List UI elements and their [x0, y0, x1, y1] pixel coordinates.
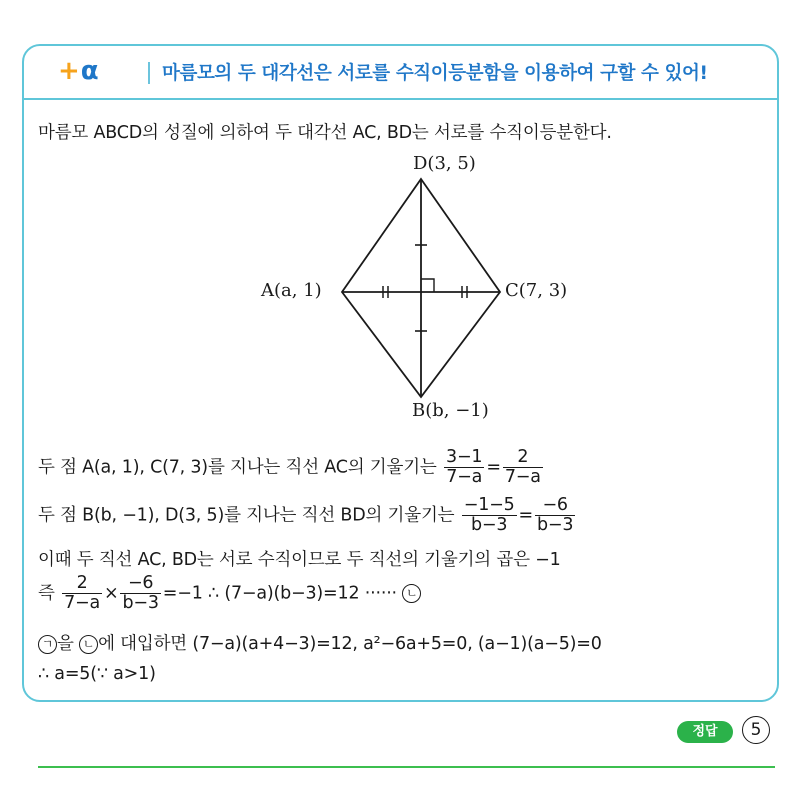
- plus-icon: +: [58, 56, 80, 86]
- substitution-line: ㄱ 을 ㄴ 에 대입하면 (7−a)(a+4−3)=12, a²−6a+5=0, (a−1)(a−5)=0: [38, 630, 602, 655]
- slope-bd-text: 두 점 B(b, −1), D(3, 5)를 지나는 직선 BD의 기울기는: [38, 505, 455, 526]
- equation-marker-1: ㄱ: [38, 635, 57, 654]
- slope-ac-fraction-1: $\frac{3-1}{7-a}$: [446, 447, 483, 487]
- equation-marker-2: ㄴ: [402, 584, 421, 603]
- conclusion-line: ∴ a=5(∵ a>1): [38, 664, 156, 684]
- product-line: 즉 $\frac{2}{7-a}$ × $\frac{-6}{b-3}$ =−1 ∴ (7−a)(b−3)=12 ······ ㄴ: [38, 574, 421, 613]
- slope-bd-fraction-2: $\frac{-6}{b-3}$: [537, 495, 574, 535]
- equation-marker-2-ref: ㄴ: [79, 635, 98, 654]
- slope-bd-line: 두 점 B(b, −1), D(3, 5)를 지나는 직선 BD의 기울기는 $\frac{-1-5}{b-3}$ = $\frac{-6}{b-3}$: [38, 495, 574, 535]
- slope-ac-text: 두 점 A(a, 1), C(7, 3)를 지나는 직선 AC의 기울기는: [38, 457, 437, 478]
- bottom-rule: [38, 766, 775, 768]
- intro-text: 마름모 ABCD의 성질에 의하여 두 대각선 AC, BD는 서로를 수직이등분한다.: [38, 123, 612, 143]
- solution-box: [22, 44, 779, 702]
- label-a: A(a, 1): [261, 280, 322, 301]
- slope-bd-fraction-1: $\frac{-1-5}{b-3}$: [463, 495, 515, 535]
- label-d: D(3, 5): [413, 153, 476, 174]
- label-c: C(7, 3): [505, 280, 568, 301]
- alpha-icon: α: [80, 56, 99, 86]
- answer-value: 5: [742, 716, 770, 744]
- label-b: B(b, −1): [412, 400, 489, 421]
- right-angle-mark: [421, 279, 434, 292]
- slope-ac-line: 두 점 A(a, 1), C(7, 3)를 지나는 직선 AC의 기울기는 $\frac{3-1}{7-a}$ = $\frac{2}{7-a}$: [38, 447, 541, 487]
- product-fraction-2: $\frac{-6}{b-3}$: [122, 573, 159, 613]
- answer-badge: 정답: [677, 721, 733, 743]
- product-fraction-1: $\frac{2}{7-a}$: [64, 573, 101, 613]
- tip-text: 마름모의 두 대각선은 서로를 수직이등분함을 이용하여 구할 수 있어!: [162, 63, 708, 84]
- perpendicular-line: 이때 두 직선 AC, BD는 서로 수직이므로 두 직선의 기울기의 곱은 −1: [38, 550, 561, 570]
- slope-ac-fraction-2: $\frac{2}{7-a}$: [504, 447, 541, 487]
